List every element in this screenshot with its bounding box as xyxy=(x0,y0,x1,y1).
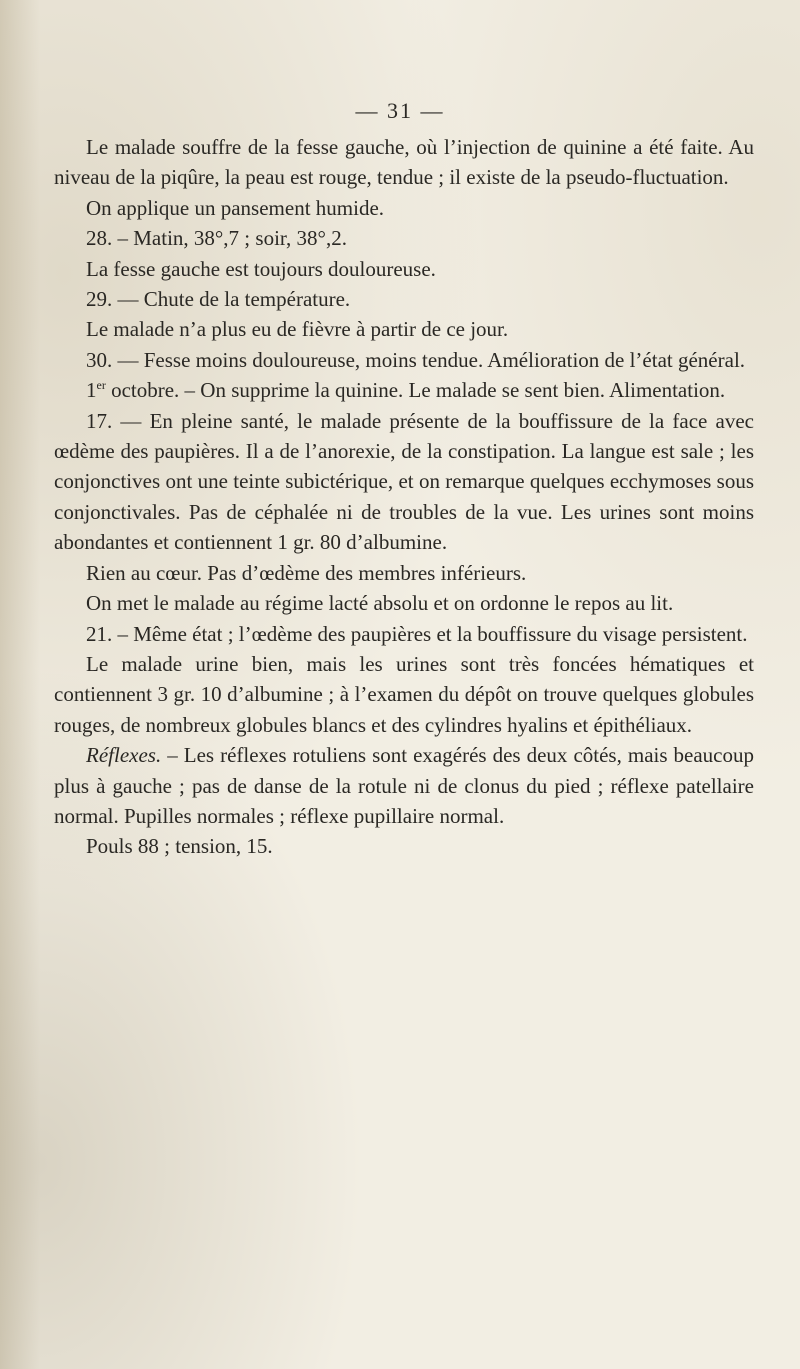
paragraph: 30. — Fesse moins douloureuse, moins tendue. Amélioration de l’état général. xyxy=(86,347,746,372)
paragraph: Rien au cœur. Pas d’œdème des membres inférieurs. xyxy=(86,560,527,585)
october-text: octobre. – On supprime la quinine. Le malade se sent bien. Alimentation. xyxy=(111,378,726,403)
reflexes-text: – Les réflexes rotuliens sont exagérés des deux côtés, mais beaucoup plus à gauche ; pas de danse de la rotule ni de clonus du pied ; réflexe patellaire normal. Pupilles normales ; réflexe pupillaire normal. xyxy=(54,743,755,828)
paragraph-october xyxy=(54,375,754,405)
paragraph: On applique un pansement humide. xyxy=(86,195,385,220)
paragraph: Le malade souffre de la fesse gauche, où l’injection de quinine a été faite. Au niveau de la piqûre, la peau est rouge, tendue ; il existe de la pseudo-fluctuation. xyxy=(54,135,754,190)
paragraph: 29. — Chute de la température. xyxy=(86,287,351,312)
paragraph: Le malade urine bien, mais les urines sont très foncées hématiques et contiennent 3 gr. 10 d’albumine ; à l’examen du dépôt on trouve quelques globules rouges, de nombreux globules blancs et des cylindres hyalins et épithéliaux. xyxy=(54,651,754,737)
body-text xyxy=(54,132,754,862)
paragraph: Pouls 88 ; tension, 15. xyxy=(86,834,273,859)
reflexes-label: Réflexes. xyxy=(86,743,162,768)
page-number: — 31 — xyxy=(355,98,445,123)
paragraph: Le malade n’a plus eu de fièvre à partir de ce jour. xyxy=(86,317,509,342)
october-superscript: er xyxy=(96,378,106,393)
paragraph: La fesse gauche est toujours douloureuse. xyxy=(86,256,436,281)
october-day: 1 xyxy=(86,378,97,403)
paragraph: 28. – Matin, 38°,7 ; soir, 38°,2. xyxy=(86,226,347,251)
paragraph: On met le malade au régime lacté absolu et on ordonne le repos au lit. xyxy=(86,591,674,616)
paragraph: 21. – Même état ; l’œdème des paupières et la bouffissure du visage persistent. xyxy=(86,621,748,646)
paragraph: 17. — En pleine santé, le malade présente de la bouffissure de la face avec œdème des paupières. Il a de l’anorexie, de la constipation. La langue est sale ; les conjonctives ont une teinte subictérique, et on remarque quelques ecchymoses sous conjonctivales. Pas de céphalée ni de troubles de la vue. Les urines sont moins abondantes et contiennent 1 gr. 80 d’albumine. xyxy=(54,408,754,555)
paragraph-reflexes xyxy=(54,740,754,831)
